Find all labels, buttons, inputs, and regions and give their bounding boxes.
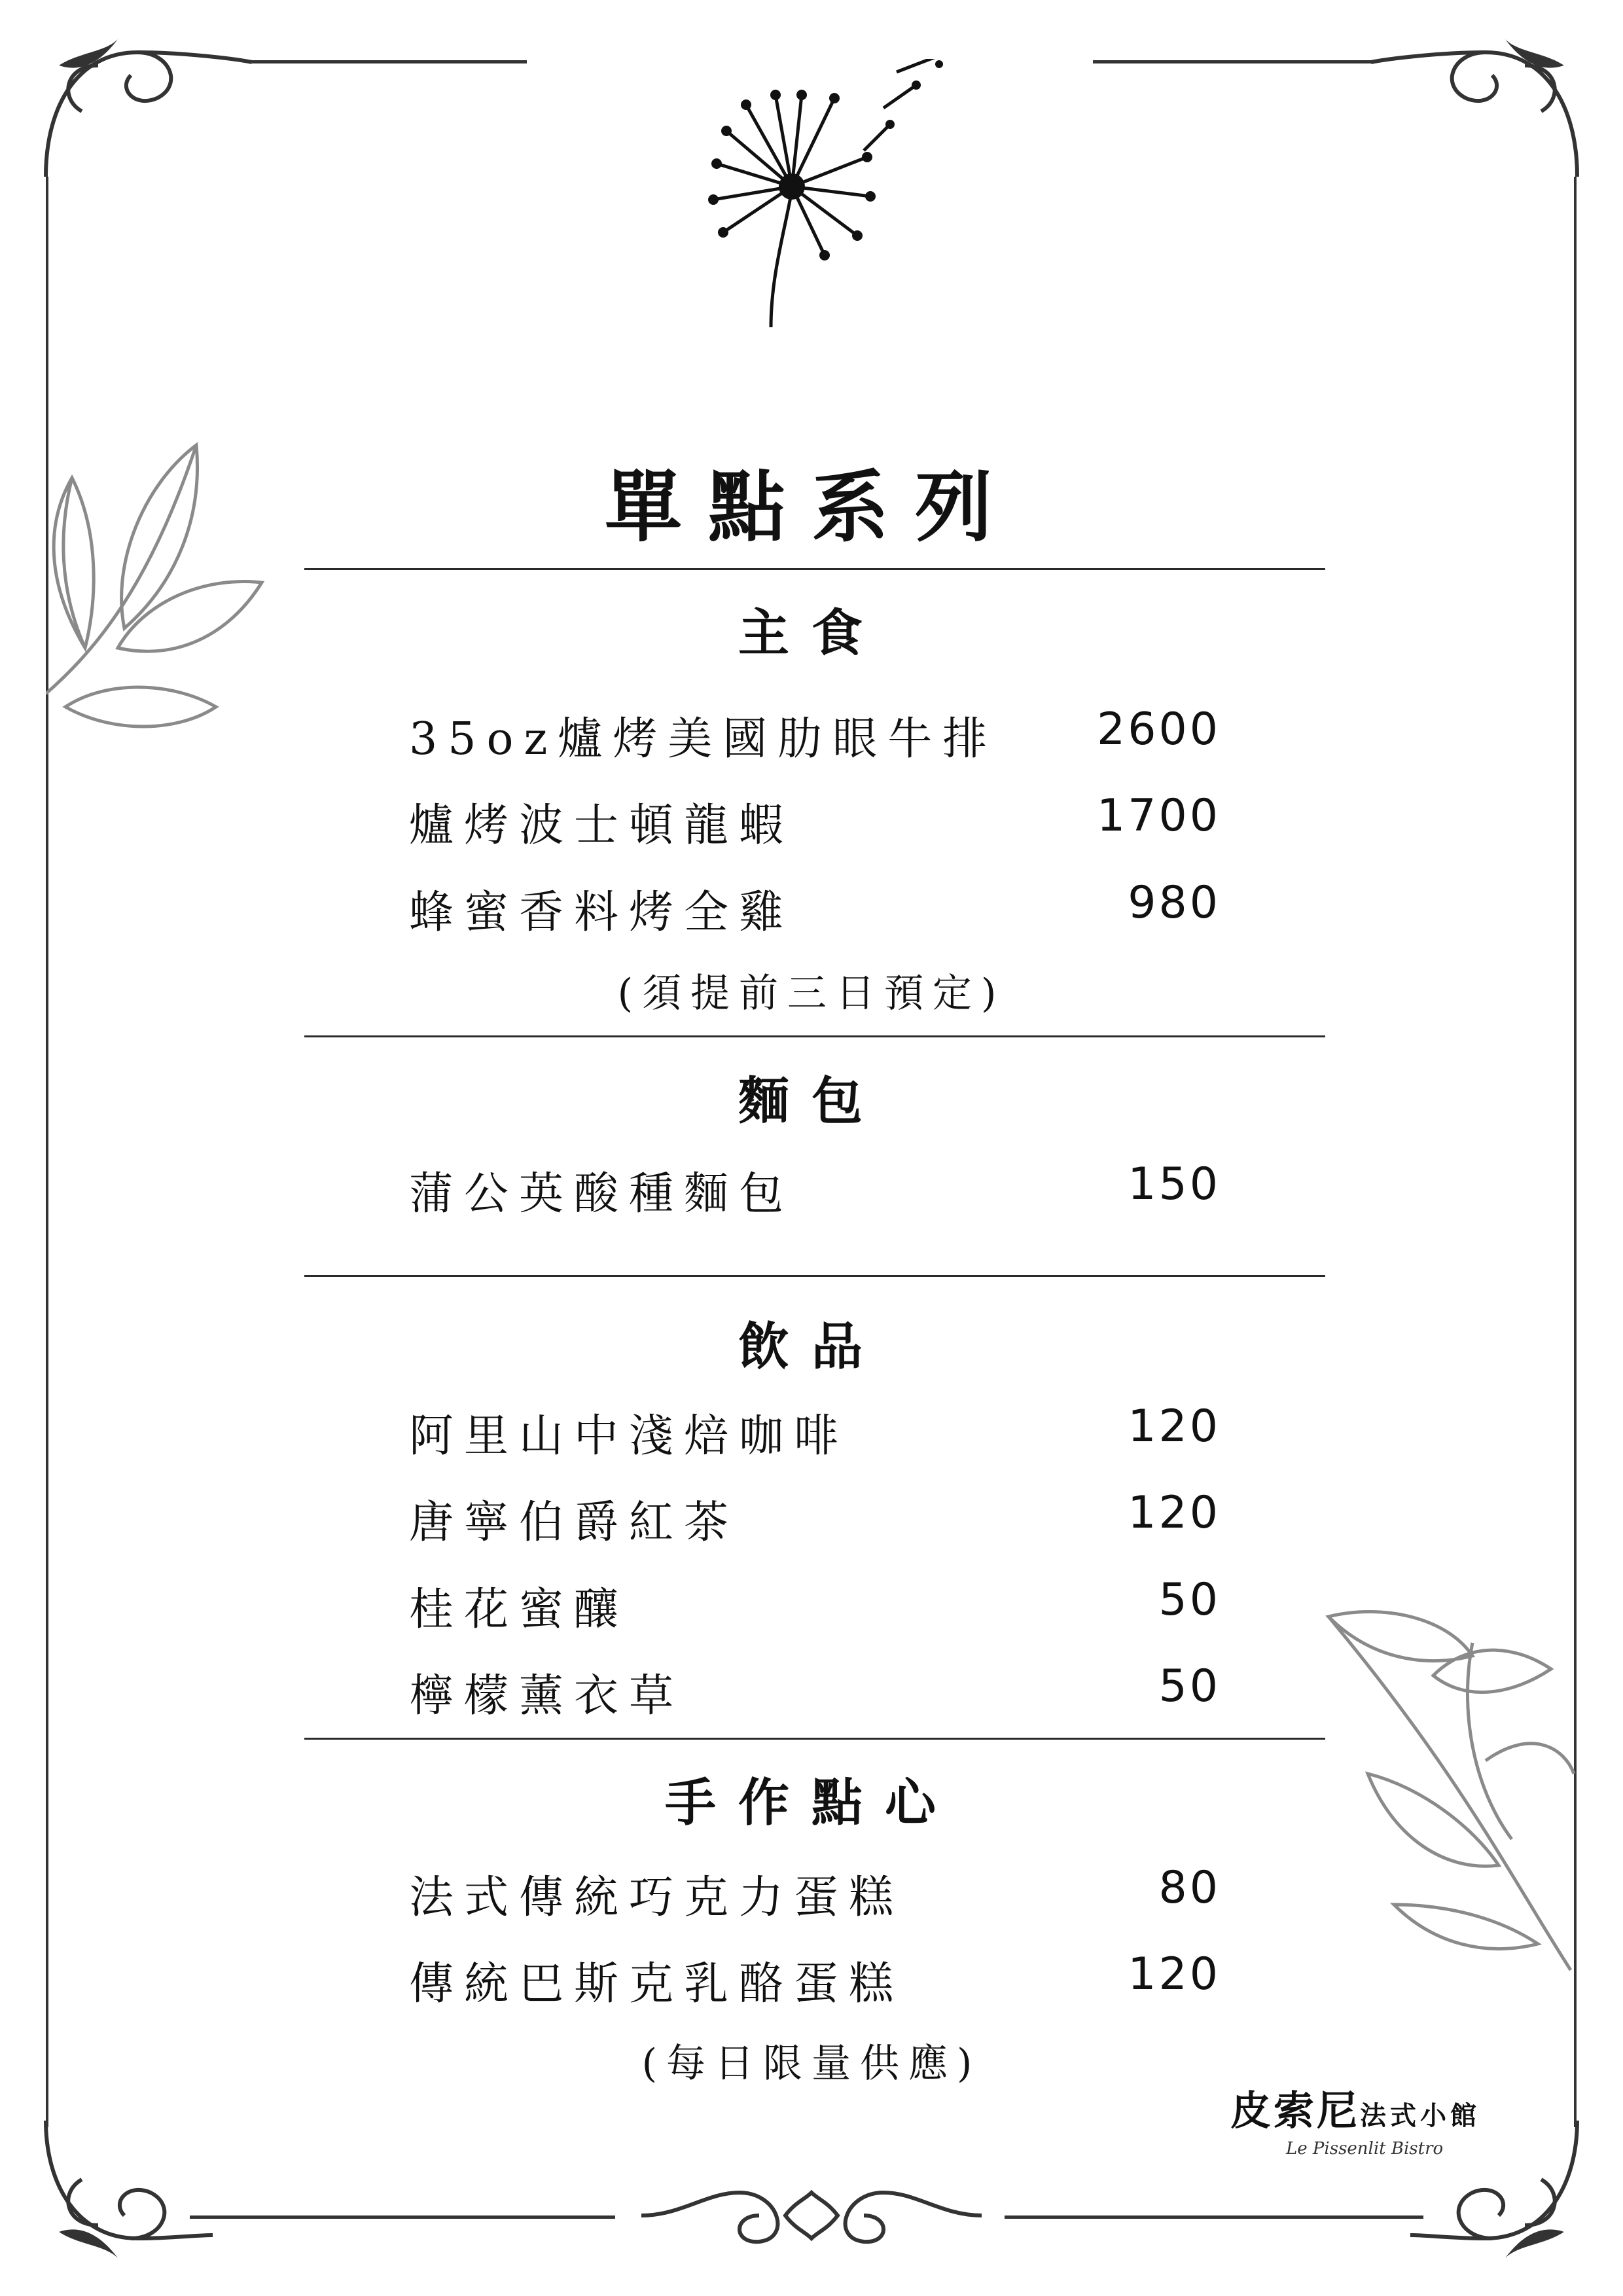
menu-item-price: 1700 bbox=[1096, 790, 1221, 842]
menu-item-price: 150 bbox=[1128, 1158, 1221, 1210]
brand-tagline: Le Pissenlit Bistro bbox=[1286, 2139, 1444, 2159]
menu-item bbox=[409, 1948, 1221, 2010]
section-heading-desserts: 手作點心 bbox=[664, 1773, 958, 1833]
brand-name: 皮索尼 bbox=[1230, 2087, 1361, 2134]
corner-flourish-icon bbox=[1407, 2114, 1603, 2271]
menu-item bbox=[409, 704, 1221, 765]
corner-flourish-icon bbox=[20, 26, 255, 183]
frame-top-left-line bbox=[252, 60, 527, 63]
menu-item bbox=[409, 1862, 1221, 1924]
menu-item-name: 35oz爐烤美國肋眼牛排 bbox=[409, 713, 998, 765]
menu-item-name: 阿里山中淺焙咖啡 bbox=[409, 1410, 849, 1462]
section-heading-main: 主食 bbox=[738, 603, 885, 663]
divider bbox=[304, 1035, 1325, 1037]
brand-suffix: 法式小館 bbox=[1360, 2100, 1481, 2131]
brand-logo bbox=[1230, 2078, 1480, 2136]
menu-item-price: 50 bbox=[1158, 1574, 1221, 1626]
menu-item-name: 蒲公英酸種麵包 bbox=[409, 1168, 794, 1220]
menu-item bbox=[409, 790, 1221, 852]
menu-item-name: 桂花蜜釀 bbox=[409, 1584, 630, 1636]
frame-top-right-line bbox=[1093, 60, 1374, 63]
frame-bottom-right-line bbox=[1005, 2215, 1423, 2219]
bottom-center-flourish-icon bbox=[628, 2166, 995, 2265]
menu-item-name: 唐寧伯爵紅茶 bbox=[409, 1497, 740, 1549]
menu-item-name: 法式傳統巧克力蛋糕 bbox=[409, 1872, 904, 1924]
menu-item-price: 50 bbox=[1158, 1660, 1221, 1712]
menu-item-name: 蜂蜜香料烤全雞 bbox=[409, 887, 794, 939]
divider bbox=[304, 1275, 1325, 1277]
menu-item bbox=[409, 1487, 1221, 1549]
menu-item-price: 80 bbox=[1158, 1862, 1221, 1914]
dandelion-icon bbox=[694, 59, 969, 334]
divider bbox=[304, 1738, 1325, 1740]
menu-item bbox=[409, 1574, 1221, 1636]
section-heading-bread: 麵包 bbox=[738, 1071, 885, 1131]
menu-item-price: 120 bbox=[1128, 1487, 1221, 1539]
menu-item-price: 120 bbox=[1128, 1948, 1221, 2000]
section-note: (須提前三日預定) bbox=[617, 971, 1006, 1016]
menu-item bbox=[409, 1660, 1221, 1722]
divider bbox=[304, 568, 1325, 570]
menu-item-price: 120 bbox=[1128, 1401, 1221, 1452]
menu-item-name: 爐烤波士頓龍蝦 bbox=[409, 800, 794, 852]
menu-item bbox=[409, 1401, 1221, 1460]
menu-item-price: 980 bbox=[1128, 877, 1221, 929]
menu-item bbox=[409, 877, 1221, 939]
corner-flourish-icon bbox=[1368, 26, 1603, 183]
menu-item-name: 傳統巴斯克乳酪蛋糕 bbox=[409, 1958, 904, 2010]
menu-item-price: 2600 bbox=[1096, 704, 1221, 755]
corner-flourish-icon bbox=[20, 2114, 216, 2271]
menu-item-name: 檸檬薰衣草 bbox=[409, 1670, 685, 1722]
frame-bottom-left-line bbox=[190, 2215, 615, 2219]
section-note: (每日限量供應) bbox=[641, 2041, 982, 2087]
section-heading-drinks: 飲品 bbox=[738, 1317, 885, 1376]
menu-item bbox=[409, 1158, 1221, 1220]
page-title: 單點系列 bbox=[604, 461, 1018, 552]
